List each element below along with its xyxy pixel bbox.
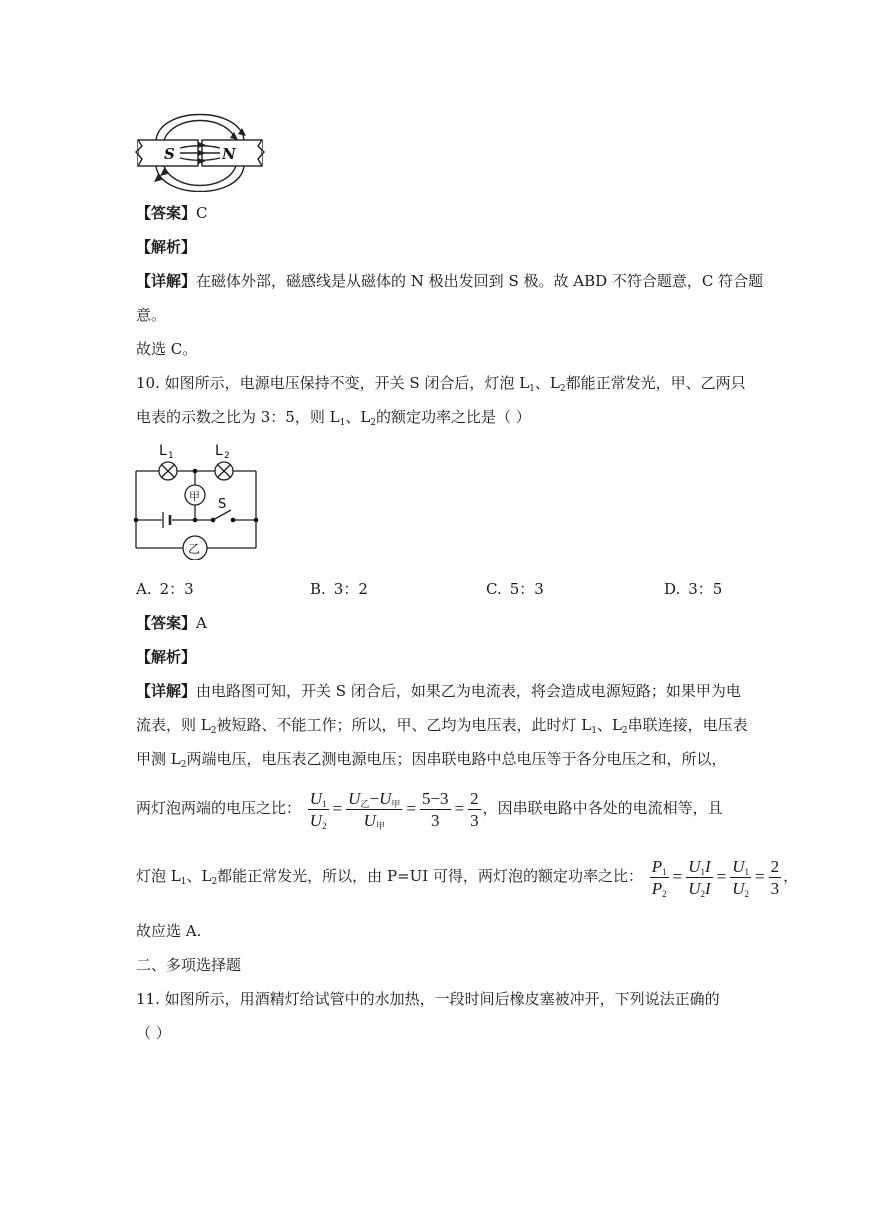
q10-detail-line2 xyxy=(136,715,748,735)
circuit-diagram xyxy=(128,438,268,560)
q10-detail-line1 xyxy=(136,681,741,701)
symbol-p: P xyxy=(651,856,663,876)
equals-sign: = xyxy=(755,867,765,886)
detail-text: 由电路图可知，开关 S 闭合后，如果乙为电流表，将会造成电源短路；如果甲为电 xyxy=(196,682,741,700)
stem-text: 、L xyxy=(534,374,560,392)
stem-text: 10. 如图所示，电源电压保持不变，开关 S 闭合后，灯泡 L xyxy=(136,374,530,392)
numerator: 5−3 xyxy=(421,788,449,808)
fraction-u1i-u2i xyxy=(686,857,712,898)
symbol-u: U xyxy=(379,788,392,808)
symbol-u: U xyxy=(688,878,701,898)
q11-stem-line2: （ ） xyxy=(136,1024,171,1042)
denominator: 3 xyxy=(470,810,479,830)
subscript: 1 xyxy=(322,798,327,809)
subscript: 1 xyxy=(591,726,597,736)
stem-text: 的额定功率之比是（ ） xyxy=(376,408,531,426)
minus-sign: − xyxy=(369,788,380,808)
detail-text: ， xyxy=(783,867,799,885)
symbol-p: P xyxy=(651,878,663,898)
subscript: 1 xyxy=(700,866,705,877)
option-text: 3：2 xyxy=(333,580,368,598)
stem-text: 都能正常发光，甲、乙两只 xyxy=(565,374,746,392)
q10-stem-line2 xyxy=(136,407,531,427)
q9-analysis-tag xyxy=(136,237,196,257)
symbol-u: U xyxy=(732,878,745,898)
denominator: 3 xyxy=(770,878,780,898)
q9-detail-line2: 意。 xyxy=(136,306,167,324)
detail-text: 流表，则 L xyxy=(136,716,211,734)
q10-conclusion: 故应选 A. xyxy=(136,922,202,940)
subscript: 2 xyxy=(700,888,705,899)
symbol-i: I xyxy=(705,856,711,876)
option-label: D. xyxy=(664,580,681,598)
option-label: B. xyxy=(310,580,326,598)
denominator: 3 xyxy=(431,810,440,830)
detail-text: 、L xyxy=(186,867,212,885)
fraction-2-3-b xyxy=(769,857,782,898)
option-c[interactable] xyxy=(486,579,544,599)
detail-text: 、L xyxy=(596,716,622,734)
answer-tag: 【答案】 xyxy=(136,614,197,632)
equals-sign: = xyxy=(406,799,416,818)
symbol-u: U xyxy=(348,788,361,808)
numerator: 2 xyxy=(470,788,479,808)
detail-text: 被短路、不能工作；所以，甲、乙均为电压表，此时灯 L xyxy=(216,716,592,734)
equals-sign: = xyxy=(716,867,727,886)
equals-sign: = xyxy=(454,799,465,818)
option-label: C. xyxy=(486,580,502,598)
option-text: 5：3 xyxy=(509,580,544,598)
fraction-u1-u2-b xyxy=(730,857,751,898)
option-label: A. xyxy=(136,580,152,598)
symbol-u: U xyxy=(688,856,701,876)
analysis-tag: 【解析】 xyxy=(136,238,197,256)
q9-answer xyxy=(136,203,208,223)
fraction-5-3-over-3 xyxy=(420,789,451,830)
meter-yi-label: 乙 xyxy=(188,542,201,556)
symbol-u: U xyxy=(363,810,376,830)
subscript: 2 xyxy=(210,726,217,736)
subscript: 1 xyxy=(529,384,535,394)
equals-sign: = xyxy=(332,799,343,818)
detail-text: 在磁体外部，磁感线是从磁体的 N 极出发回到 S 极。故 ABD 不符合题意，C 符合题 xyxy=(196,272,764,290)
subscript: 2 xyxy=(180,760,187,770)
detail-text: 甲测 L xyxy=(136,750,181,768)
section-title: 二、多项选择题 xyxy=(136,956,242,974)
equals-sign: = xyxy=(672,867,683,886)
subscript: 甲 xyxy=(375,820,385,831)
detail-tag: 【详解】 xyxy=(136,272,197,290)
answer-tag: 【答案】 xyxy=(136,204,197,222)
option-d[interactable] xyxy=(664,579,722,599)
subscript: 2 xyxy=(662,888,667,899)
magnet-n-label: N xyxy=(222,145,236,163)
lamp1-subscript: 1 xyxy=(168,451,174,461)
symbol-u: U xyxy=(309,788,323,808)
q9-conclusion: 故选 C。 xyxy=(136,340,198,358)
analysis-tag: 【解析】 xyxy=(136,648,197,666)
stem-text: 、L xyxy=(345,408,371,426)
subscript: 1 xyxy=(180,877,187,887)
subscript: 2 xyxy=(621,726,628,736)
stem-text: 电表的示数之比为 3：5，则 L xyxy=(136,408,340,426)
subscript: 2 xyxy=(211,877,218,887)
detail-text: 灯泡 L xyxy=(136,867,181,885)
q10-answer xyxy=(136,613,207,633)
magnet-field-diagram xyxy=(134,112,266,192)
fraction-u1-u2 xyxy=(308,789,329,830)
detail-tag: 【详解】 xyxy=(136,682,197,700)
subscript: 2 xyxy=(370,418,377,428)
option-text: 2：3 xyxy=(159,580,194,598)
subscript: 1 xyxy=(339,418,346,428)
subscript: 1 xyxy=(662,866,667,877)
fraction-2-3 xyxy=(468,789,481,830)
subscript: 2 xyxy=(744,888,750,899)
q9-detail-line1 xyxy=(136,271,763,291)
detail-text: 串联连接，电压表 xyxy=(627,716,748,734)
magnet-s-label: S xyxy=(164,145,175,163)
detail-text: 两灯泡两端的电压之比： xyxy=(136,799,302,817)
lamp2-subscript: 2 xyxy=(224,451,230,461)
detail-text: 都能正常发光，所以，由 P=UI 可得，两灯泡的额定功率之比： xyxy=(217,867,643,885)
numerator: 2 xyxy=(770,856,780,876)
q10-stem-line1 xyxy=(136,373,746,393)
q10-detail-line5 xyxy=(136,854,798,899)
fraction-p1-p2 xyxy=(650,857,669,898)
detail-text: 两端电压，电压表乙测电源电压；因串联电路中总电压等于各分电压之和，所以， xyxy=(186,750,727,768)
switch-label: S xyxy=(218,497,227,512)
answer-value: A xyxy=(196,614,207,632)
symbol-u: U xyxy=(309,810,323,830)
subscript: 2 xyxy=(322,820,327,831)
option-b[interactable] xyxy=(310,579,368,599)
answer-value: C xyxy=(196,204,208,222)
detail-text: ，因串联电路中各处的电流相等，且 xyxy=(482,799,723,817)
q10-detail-line4 xyxy=(136,786,723,831)
lamp2-label: L xyxy=(215,443,223,459)
subscript: 甲 xyxy=(391,798,401,809)
q11-stem-line1: 11. 如图所示，用酒精灯给试管中的水加热，一段时间后橡皮塞被冲开，下列说法正确的 xyxy=(136,990,720,1008)
symbol-u: U xyxy=(732,856,745,876)
q10-analysis-tag xyxy=(136,647,196,667)
meter-jia-label: 甲 xyxy=(189,490,200,503)
subscript: 1 xyxy=(744,866,750,877)
subscript: 乙 xyxy=(360,798,370,809)
symbol-i: I xyxy=(705,878,711,898)
lamp1-label: L xyxy=(159,443,167,459)
q10-detail-line3 xyxy=(136,749,726,769)
option-text: 3：5 xyxy=(688,580,723,598)
subscript: 2 xyxy=(559,384,566,394)
option-a[interactable] xyxy=(136,579,194,599)
fraction-uyi-ujia xyxy=(346,789,402,830)
